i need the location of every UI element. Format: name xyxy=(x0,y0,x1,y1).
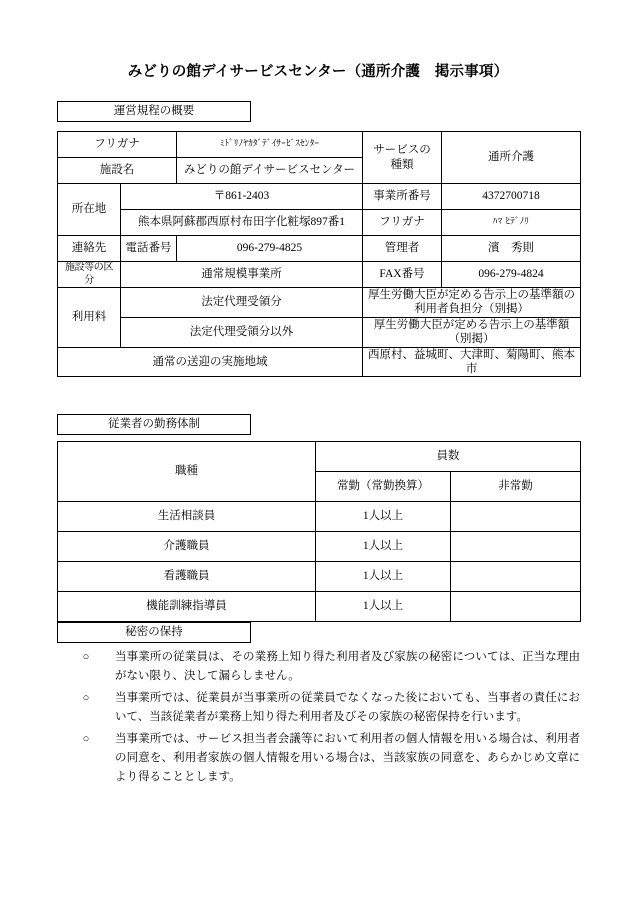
cell-job-type: 介護職員 xyxy=(58,532,316,562)
table-row xyxy=(58,236,581,262)
section-heading-staffing: 従業者の勤務体制 xyxy=(57,414,251,435)
table-row xyxy=(58,562,581,592)
list-item xyxy=(57,730,580,787)
cell-label-office-number: 事業所番号 xyxy=(363,184,442,210)
cell-label-fee-legal: 法定代理受領分 xyxy=(121,288,363,318)
cell-full-time: 1人以上 xyxy=(316,502,451,532)
cell-value-manager: 濱 秀則 xyxy=(442,236,581,262)
cell-value-postal-code: 〒861-2403 xyxy=(121,184,363,210)
list-item-text: 当事業所では、サービス担当者会議等において利用者の個人情報を用いる場合は、利用者の同意を、利用者家族の個人情報を用いる場合は、当該家族の同意を、あらかじめ文章により得ることとします。 xyxy=(115,732,580,783)
section-heading-overview: 運営規程の概要 xyxy=(57,101,251,122)
circle-bullet-icon: ○ xyxy=(82,691,90,704)
page-title: みどりの館デイサービスセンター（通所介護 掲示事項） xyxy=(127,64,509,80)
table-row xyxy=(58,184,581,210)
cell-label-fax: FAX番号 xyxy=(363,262,442,288)
cell-label-service-area: 通常の送迎の実施地域 xyxy=(58,347,363,377)
circle-bullet-icon: ○ xyxy=(82,732,90,745)
cell-value-office-number: 4372700718 xyxy=(442,184,581,210)
cell-part-time xyxy=(451,502,581,532)
table-row xyxy=(58,347,581,377)
cell-job-type: 看護職員 xyxy=(58,562,316,592)
table-row xyxy=(58,532,581,562)
cell-value-fee-legal: 厚生労働大臣が定める告示上の基準額の利用者負担分（別掲） xyxy=(363,288,581,318)
cell-label-facility-class: 施設等の区分 xyxy=(58,262,121,288)
cell-part-time xyxy=(451,532,581,562)
cell-full-time: 1人以上 xyxy=(316,532,451,562)
overview-table xyxy=(57,131,581,377)
cell-header-part-time: 非常勤 xyxy=(451,472,581,502)
cell-full-time: 1人以上 xyxy=(316,592,451,622)
cell-label-address: 所在地 xyxy=(58,184,121,236)
list-item-text: 当事業所では、従業員が当事業所の従業員でなくなった後においても、当事者の責任において、当該従業者が業務上知り得た利用者及びその家族の秘密保持を行います。 xyxy=(115,691,580,723)
list-item-text: 当事業所の従業員は、その業務上知り得た利用者及び家族の秘密については、正当な理由がない限り、決して漏らしません。 xyxy=(115,651,580,682)
list-item xyxy=(57,689,580,727)
cell-value-manager-furigana: ﾊﾏ ﾋﾃﾞﾉﾘ xyxy=(442,210,581,236)
cell-header-count: 員数 xyxy=(316,442,581,472)
table-row xyxy=(58,262,581,288)
cell-value-address: 熊本県阿蘇郡西原村布田字化粧塚897番1 xyxy=(121,210,363,236)
cell-value-facility-class: 通常規模事業所 xyxy=(121,262,363,288)
cell-header-job-type: 職種 xyxy=(58,442,316,502)
table-row xyxy=(58,317,581,347)
cell-job-type: 生活相談員 xyxy=(58,502,316,532)
cell-part-time xyxy=(451,562,581,592)
table-row xyxy=(58,592,581,622)
table-row xyxy=(58,132,581,158)
cell-value-service-type: 通所介護 xyxy=(442,132,581,184)
table-row xyxy=(58,502,581,532)
service-type-label-line1: サービスの xyxy=(373,144,431,157)
cell-label-phone: 電話番号 xyxy=(121,236,177,262)
cell-label-contact: 連絡先 xyxy=(58,236,121,262)
cell-label-service-type xyxy=(363,132,442,184)
service-type-label-line2: 種類 xyxy=(390,158,414,171)
cell-value-phone: 096-279-4825 xyxy=(177,236,363,262)
cell-label-furigana: フリガナ xyxy=(58,132,177,158)
cell-value-service-area: 西原村、益城町、大津町、菊陽町、熊本市 xyxy=(363,347,581,377)
cell-value-fax: 096-279-4824 xyxy=(442,262,581,288)
confidentiality-list xyxy=(57,648,580,790)
cell-value-fee-non-legal: 厚生労働大臣が定める告示上の基準額（別掲） xyxy=(363,317,581,347)
cell-header-full-time: 常勤（常勤換算） xyxy=(316,472,451,502)
table-row xyxy=(58,210,581,236)
staffing-table xyxy=(57,441,581,622)
circle-bullet-icon: ○ xyxy=(82,651,90,663)
table-header-row xyxy=(58,442,581,472)
cell-value-facility-name: みどりの館デイサービスセンター xyxy=(177,158,363,184)
cell-label-fee: 利用料 xyxy=(58,288,121,348)
cell-label-facility-name: 施設名 xyxy=(58,158,177,184)
section-heading-confidentiality: 秘密の保持 xyxy=(57,622,251,643)
table-row xyxy=(58,288,581,318)
cell-label-fee-non-legal: 法定代理受領分以外 xyxy=(121,317,363,347)
cell-job-type: 機能訓練指導員 xyxy=(58,592,316,622)
cell-part-time xyxy=(451,592,581,622)
list-item xyxy=(57,648,580,686)
cell-label-manager-furigana: フリガナ xyxy=(363,210,442,236)
cell-value-facility-furigana: ﾐﾄﾞﾘﾉﾔｶﾀﾞﾃﾞｲｻｰﾋﾞｽｾﾝﾀｰ xyxy=(177,132,363,158)
cell-full-time: 1人以上 xyxy=(316,562,451,592)
cell-label-manager: 管理者 xyxy=(363,236,442,262)
